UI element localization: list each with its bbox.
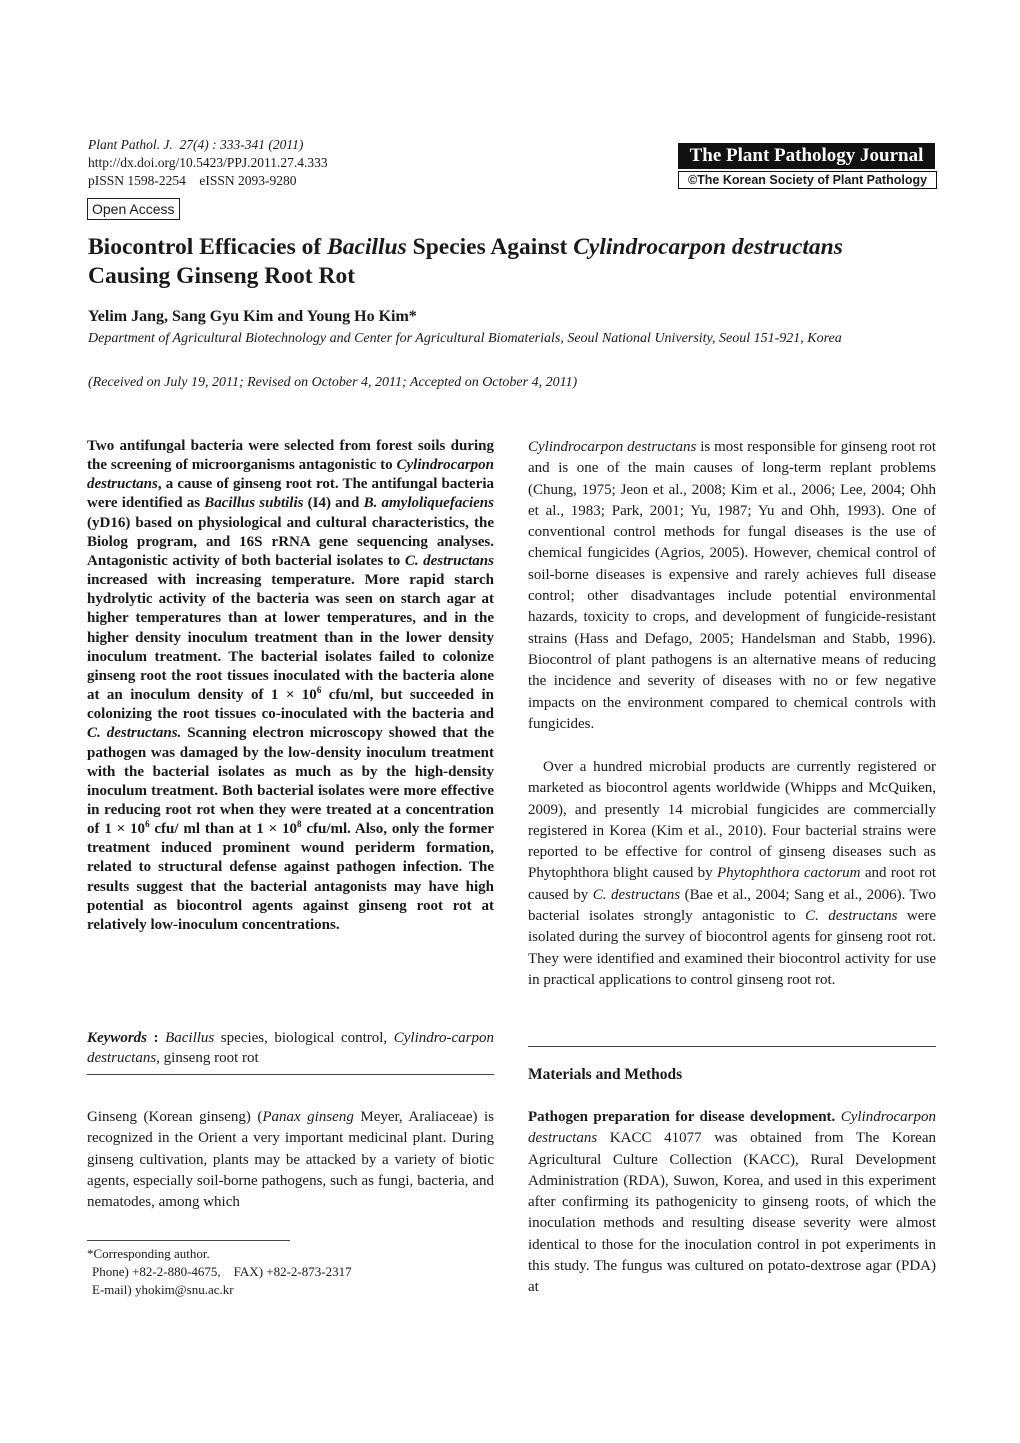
keywords-separator: : bbox=[147, 1030, 166, 1046]
keyword: , ginseng root rot bbox=[156, 1050, 259, 1066]
body-italic: Phytophthora cactorum bbox=[717, 865, 861, 882]
body-italic: Panax ginseng bbox=[262, 1109, 354, 1125]
abstract-italic: Bacillus subtilis bbox=[204, 495, 304, 512]
title-italic: Cylindrocarpon destructans bbox=[573, 234, 843, 260]
section-heading-materials-methods: Materials and Methods bbox=[528, 1066, 683, 1083]
affiliation: Department of Agricultural Biotechnology and Center for Agricultural Biomaterials, Seoul National University, Seoul 151-921, Korea bbox=[88, 331, 842, 346]
received-dates: (Received on July 19, 2011; Revised on October 4, 2011; Accepted on October 4, 2011) bbox=[88, 375, 578, 390]
body-text: is most responsible for ginseng root rot and is one of the main causes of long-term replant problems (Chung, 1975; Jeon et al., 2008; Kim et al., 2006; Lee, 2004; Ohh et al., 1983; Park, 2001; Yu, 1987; Yu and Ohh, 1993). One of conventional control methods for fungal diseases is the use of chemical fungicides (Agrios, 2005). However, chemical control of soil-borne diseases is expensive and rarely achieves full disease control; other disadvantages include potential environmental hazards, toxicity to crops, and development of fungicide-resistant strains (Hass and Defago, 2005; Handelsman and Stabb, 1996). Biocontrol of plant pathogens is an alternative means of reducing the incidence and severity of diseases with no or few negative impacts on the environment compared to chemical controls with fungicides. bbox=[528, 439, 936, 732]
open-access-badge: Open Access bbox=[87, 198, 180, 220]
divider bbox=[528, 1046, 936, 1047]
corresponding-author: *Corresponding author. bbox=[87, 1246, 210, 1261]
keyword: Cylindro-carpon destructans bbox=[87, 1030, 495, 1066]
abstract-italic: C. destructans bbox=[404, 552, 494, 569]
abstract-text: Two antifungal bacteria were selected from forest soils during the screening of microorganisms antagonistic to bbox=[87, 438, 494, 474]
citation-volume: 27(4) : 333-341 (2011) bbox=[179, 137, 304, 152]
subsection-heading: Pathogen preparation for disease development. bbox=[528, 1109, 836, 1125]
body-text: KACC 41077 was obtained from The Korean Agricultural Culture Collection (KACC), Rural Development Administration (RDA), Suwon, Korea, and used in this experiment after confirming its pathogenicity to ginseng roots, of which the inoculation methods and resulting disease severity were almost identical to those for the inoculation control in pot experiments in this study. The fungus was cultured on potato-dextrose agar (PDA) at bbox=[528, 1130, 936, 1296]
authors: Yelim Jang, Sang Gyu Kim and Young Ho Kim* bbox=[88, 308, 417, 325]
issn: pISSN 1598-2254 eISSN 2093-9280 bbox=[88, 173, 297, 188]
footnote-divider bbox=[87, 1240, 290, 1241]
doi-link[interactable]: http://dx.doi.org/10.5423/PPJ.2011.27.4.333 bbox=[88, 155, 328, 170]
abstract-text: cfu/ml. Also, only the former treatment induced prominent wound periderm formation, related to structural defense against pathogen infection. The results suggest that the bacterial antagonists may have high potential as biocontrol agents against ginseng root rot at relatively low-inoculum concentrations. bbox=[87, 821, 494, 933]
intro-paragraph bbox=[87, 1107, 494, 1213]
methods-paragraph bbox=[528, 1107, 936, 1299]
divider bbox=[87, 1074, 494, 1075]
superscript: 6 bbox=[145, 819, 150, 830]
body-text: and root rot caused by bbox=[528, 865, 936, 903]
body-text: Meyer, Araliaceae) is recognized in the Orient a very important medicinal plant. During ginseng cultivation, plants may be attacked by a variety of biotic agents, especially soil-borne pathogens, such as fungi, bacteria, and nematodes, among which bbox=[87, 1109, 494, 1211]
body-italic: C. destructans bbox=[592, 886, 681, 903]
title-part: Species Against bbox=[406, 234, 574, 260]
abstract-text: (yD16) based on physiological and cultural characteristics, the Biolog program, and 16S rRNA gene sequencing analyses. Antagonistic activity of both bacterial isolates to bbox=[87, 514, 494, 569]
body-text: Ginseng (Korean ginseng) ( bbox=[87, 1109, 263, 1125]
article-title bbox=[88, 233, 938, 291]
keyword: Bacillus bbox=[165, 1030, 215, 1046]
title-line-2: Causing Ginseng Root Rot bbox=[88, 263, 356, 289]
citation bbox=[88, 137, 468, 153]
title-italic: Bacillus bbox=[327, 234, 407, 260]
abstract bbox=[87, 437, 494, 935]
abstract-italic: B. amyloliquefaciens bbox=[363, 495, 494, 512]
abstract-text: , a cause of ginseng root rot. The antifungal bacteria were identified as bbox=[87, 476, 494, 512]
title-part: Biocontrol Efficacies of bbox=[88, 234, 328, 260]
intro-right-paragraph-2 bbox=[528, 757, 936, 991]
keyword: species, biological control, bbox=[214, 1030, 394, 1046]
abstract-italic: C. destructans. bbox=[87, 725, 182, 742]
body-italic: Cylindrocarpon destructans bbox=[528, 439, 697, 455]
body-text: were isolated during the survey of biocontrol agents for ginseng root rot. They were identified and examined their biocontrol activity for use in practical applications to control ginseng root rot. bbox=[528, 908, 937, 988]
society-banner: ©The Korean Society of Plant Pathology bbox=[678, 171, 937, 189]
footnote bbox=[87, 1245, 494, 1299]
body-italic: Cylindrocarpon destructans bbox=[528, 1109, 936, 1147]
keywords bbox=[87, 1028, 494, 1068]
abstract-text: increased with increasing temperature. More rapid starch hydrolytic activity of the bacteria was seen on starch agar at higher temperatures than at lower temperatures, and in the higher density inoculum treatment than in the lower density inoculum treatment. The bacterial isolates failed to colonize ginseng root the root tissues inoculated with the bacteria alone at an inoculum density of 1 × 10 bbox=[87, 572, 494, 704]
phone-fax: Phone) +82-2-880-4675, FAX) +82-2-873-2317 bbox=[92, 1264, 352, 1279]
superscript: 6 bbox=[316, 685, 322, 696]
body-text: Over a hundred microbial products are currently registered or marketed as biocontrol agents worldwide (Whipps and McQuiken, 2009), and presently 14 microbial fungicides are commercially registered in Korea (Kim et al., 2010). Four bacterial strains were reported to be effective for control of ginseng diseases such as Phytophthora blight caused by bbox=[528, 759, 936, 882]
citation-journal: Plant Pathol. J. bbox=[88, 137, 173, 152]
abstract-text: (I4) and bbox=[303, 495, 364, 512]
body-text: (Bae et al., 2004; Sang et al., 2006). Two bacterial isolates strongly antagonistic to bbox=[528, 886, 937, 925]
body-italic: C. destructans bbox=[805, 908, 898, 925]
keywords-label: Keywords bbox=[87, 1030, 147, 1046]
journal-name-banner: The Plant Pathology Journal bbox=[678, 143, 935, 169]
abstract-text: Scanning electron microscopy showed that the pathogen was damaged by the low-density inoculum treatment with the bacterial isolates as much as by the high-density inoculum treatment. Both bacterial isolates were more effective in reducing root rot when they were treated at a concentration of 1 × 10 bbox=[87, 725, 494, 838]
abstract-text: cfu/ ml than at 1 × 10 bbox=[149, 821, 297, 838]
intro-right-paragraph-1 bbox=[528, 437, 936, 735]
abstract-italic: Cylindrocarpon destructans bbox=[87, 457, 494, 493]
email[interactable]: E-mail) yhokim@snu.ac.kr bbox=[92, 1282, 234, 1297]
superscript: 8 bbox=[296, 819, 302, 830]
abstract-text: cfu/ml, but succeeded in colonizing the root tissues co-inoculated with the bacteria and bbox=[87, 687, 494, 723]
